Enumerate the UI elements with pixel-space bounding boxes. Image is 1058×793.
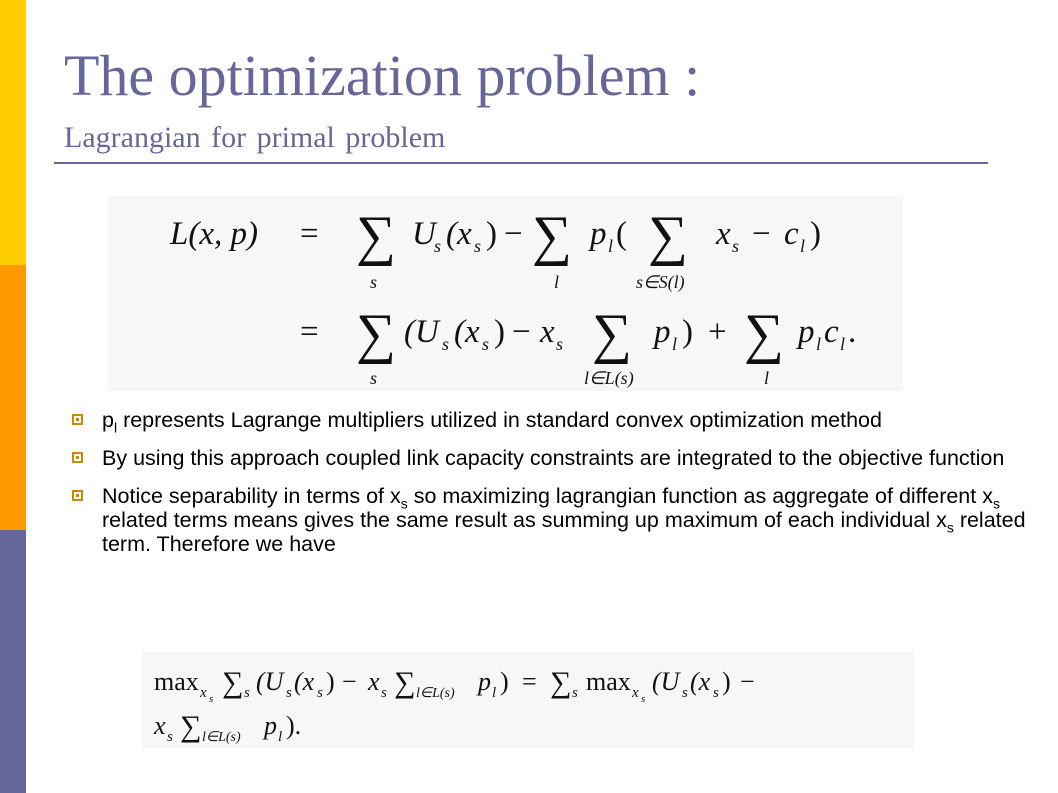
accent-bar-orange (0, 265, 26, 530)
bullet-item (70, 408, 1055, 436)
feq-arg-close: ) (326, 667, 335, 696)
eq-x-sub: s (732, 236, 740, 256)
eq-sum-2-sub: l (554, 272, 560, 292)
eq-minus-2: − (752, 216, 771, 252)
eq-sum-2: ∑ (532, 205, 572, 267)
eq-minus-1: − (504, 216, 523, 252)
eq-p: p (590, 216, 607, 252)
feq-arg-sub: s (317, 685, 323, 701)
eq-p-sub: l (608, 236, 614, 256)
feq-arg-2: (x (690, 667, 711, 696)
feq-sum-3-sub: s (572, 685, 578, 701)
bullet-item (70, 484, 1055, 556)
feq-open: (U (256, 667, 284, 696)
feq-minus: − (342, 667, 357, 696)
slide-title: The optimization problem : (64, 43, 701, 108)
feq-max-2-sub: x (632, 685, 639, 701)
eq-term-u-sub: s (434, 236, 442, 256)
eq-paren-close: ) (810, 216, 821, 252)
feq-max-sub-sub: s (209, 693, 214, 705)
feq-line2-end: ). (286, 711, 302, 740)
eq-sum-1: ∑ (356, 205, 396, 267)
eq-sum-3: ∑ (648, 205, 688, 267)
bullet-sub: s (400, 495, 408, 512)
accent-bar-yellow (0, 0, 26, 265)
eq2-minus: − (512, 314, 531, 350)
feq-close: ) (500, 667, 509, 696)
separability-equation (142, 652, 914, 748)
eq2-sum-3: ∑ (744, 303, 784, 365)
feq-x: x (368, 667, 380, 696)
feq-x-sub: s (381, 685, 387, 701)
feq-sum-2-sub: l∈L(s) (416, 686, 455, 701)
title-divider (54, 162, 988, 164)
lagrangian-equation (108, 196, 903, 391)
eq-sum-1-sub: s (370, 272, 378, 292)
eq-x: x (716, 216, 731, 252)
eq2-open-sub: s (442, 334, 450, 354)
eq2-arg-close: ) (494, 314, 505, 350)
feq-line2-x-sub: s (167, 729, 173, 745)
eq-c-sub: l (800, 236, 806, 256)
feq-sum-3: ∑ (550, 666, 572, 699)
eq2-pc: p (798, 314, 815, 350)
feq-line2-p: p (264, 711, 277, 740)
feq-p-sub: l (492, 685, 497, 701)
feq-max-2-sub-sub: s (641, 693, 646, 705)
bullet-sub: s (946, 519, 954, 536)
feq-equals: = (522, 667, 537, 696)
eq-sum-3-sub: s∈S(l) (636, 272, 685, 292)
eq2-p: p (654, 314, 671, 350)
feq-line2-sum: ∑ (180, 710, 202, 743)
feq-open-2: (U (652, 667, 680, 696)
eq2-arg-sub: s (482, 334, 490, 354)
bullet-text-part: Notice separability in terms of x (102, 484, 401, 508)
eq2-p-sub: l (672, 334, 678, 354)
feq-arg-2-sub: s (713, 685, 719, 701)
feq-max-2: max (586, 667, 631, 696)
feq-open-sub: s (286, 685, 292, 701)
feq-line2-x: x (154, 711, 166, 740)
feq-max-sub: x (200, 685, 207, 701)
eq-equals-2: = (300, 314, 319, 350)
eq2-x: x (540, 314, 555, 350)
feq-arg: (x (294, 667, 315, 696)
slide-subtitle: Lagrangian for primal problem (64, 121, 446, 154)
feq-line2-p-sub: l (278, 729, 283, 745)
square-bullet-icon (72, 490, 83, 501)
eq-term-arg: (x (446, 216, 472, 252)
square-bullet-icon (72, 414, 83, 425)
eq2-plus: + (708, 314, 727, 350)
feq-line2-sum-sub: l∈L(s) (202, 730, 241, 745)
eq-paren-open: ( (616, 216, 627, 252)
bullet-sub: s (992, 495, 1000, 512)
eq2-sum-3-sub: l (764, 368, 770, 388)
eq-term-arg-sub: s (474, 236, 482, 256)
bullet-text-part: so maximizing lagrangian function as aggregate of different x (407, 484, 993, 508)
eq-term-u: U (412, 216, 436, 252)
eq2-sum-2: ∑ (592, 303, 632, 365)
feq-minus-2: − (740, 667, 755, 696)
feq-sum-1: ∑ (222, 666, 244, 699)
eq-term-close: ) (486, 216, 497, 252)
bullet-text: By using this approach coupled link capacity constraints are integrated to the objective function (102, 446, 1005, 470)
square-bullet-icon (72, 452, 83, 463)
eq2-x-sub: s (556, 334, 564, 354)
bullet-list (70, 408, 1055, 570)
accent-bar-purple (0, 530, 26, 793)
feq-open-2-sub: s (682, 685, 688, 701)
eq2-sum-1-sub: s (370, 368, 378, 388)
bullet-symbol-sub: l (113, 419, 118, 436)
eq-lhs: L(x, p) (170, 216, 258, 252)
eq2-sum-1: ∑ (356, 303, 396, 365)
eq2-close: ) (682, 314, 693, 350)
eq2-arg: (x (454, 314, 480, 350)
eq2-sum-2-sub: l∈L(s) (584, 368, 634, 388)
lagrangian-equation-svg (108, 196, 903, 391)
separability-equation-svg (142, 652, 914, 748)
eq2-c-sub: l (840, 334, 846, 354)
feq-arg-2-close: ) (722, 667, 731, 696)
eq2-open: (U (404, 314, 439, 350)
eq2-pc-sub: l (816, 334, 822, 354)
feq-sum-2: ∑ (394, 666, 416, 699)
eq2-c: c (824, 314, 839, 350)
bullet-text-part: related terms means gives the same result as summing up maximum of each individual x (102, 508, 947, 532)
bullet-symbol: p (102, 408, 114, 432)
bullet-item (70, 446, 1055, 470)
bullet-text-part: related term. Therefore we have (102, 508, 1026, 556)
eq2-end: . (848, 314, 857, 350)
bullet-text: represents Lagrange multipliers utilized in standard convex optimization method (117, 408, 882, 432)
feq-sum-1-sub: s (244, 685, 250, 701)
feq-p: p (478, 667, 491, 696)
eq-equals-1: = (300, 216, 319, 252)
eq-c: c (784, 216, 799, 252)
feq-max: max (154, 667, 199, 696)
